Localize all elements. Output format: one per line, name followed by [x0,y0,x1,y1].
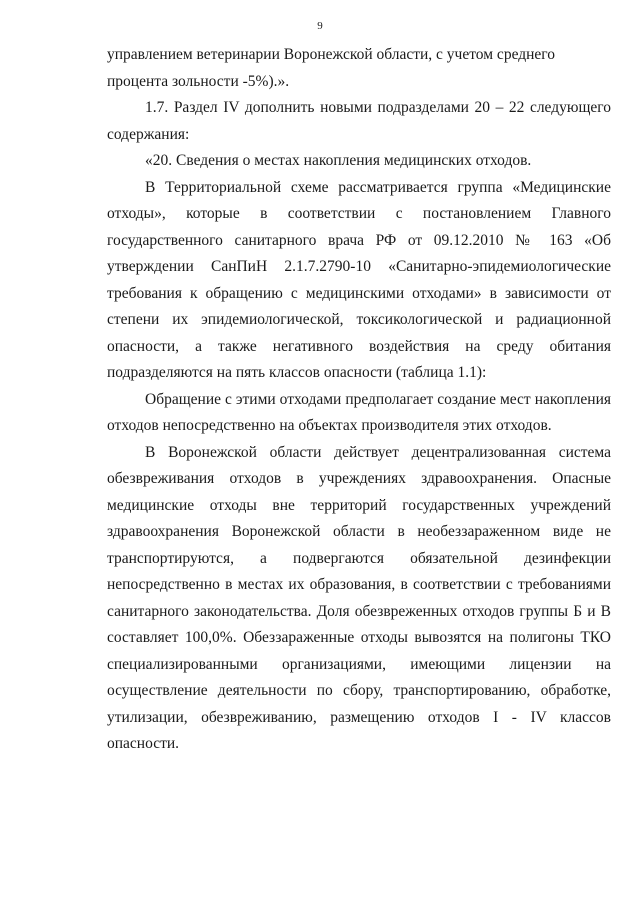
page-number: 9 [317,20,323,32]
paragraph-waste-handling: Обращение с этими отходами предполагает создание мест накопления отходов непосредственно на объектах производителя этих отходов. [107,390,611,434]
paragraph-continuation: управлением ветеринарии Воронежской области, с учетом среднего процента зольности -5%).». [107,46,556,90]
paragraph-amendment-1-7: 1.7. Раздел IV дополнить новыми подразделами 20 – 22 следующего содержания: [107,99,611,143]
paragraph-territorial-scheme: В Территориальной схеме рассматривается группа «Медицинские отходы», которые в соответствии с постановлением Главного государственного санитарного врача РФ от 09.12.2010 № 163 «Об утверждении СанПиН 2.1.7.2790-10 «Санитарно-эпидемиологические требования к обращению с медицинскими отходами» в зависимости от степени их эпидемиологической, токсикологической и радиационной опасности, а также негативного воздействия на среду обитания подразделяются на пять классов опасности (таблица 1.1): [107,178,611,381]
document-body [107,42,611,758]
section-heading-20: «20. Сведения о местах накопления медицинских отходов. [145,152,532,169]
paragraph-voronezh-system: В Воронежской области действует децентрализованная система обезвреживания отходов в учреждениях здравоохранения. Опасные медицинские отходы вне территорий государственных учреждений здравоохранения Воронежской области в необеззараженном виде не транспортируются, а подвергаются обязательной дезинфекции непосредственно в местах их образования, в соответствии с требованиями санитарного законодательства. Доля обезвреженных отходов группы Б и В составляет 100,0%. Обеззараженные отходы вывозятся на полигоны ТКО специализированными организациями, имеющими лицензии на осуществление деятельности по сбору, транспортированию, обработке, утилизации, обезвреживанию, размещению отходов I - IV классов опасности. [107,443,611,752]
